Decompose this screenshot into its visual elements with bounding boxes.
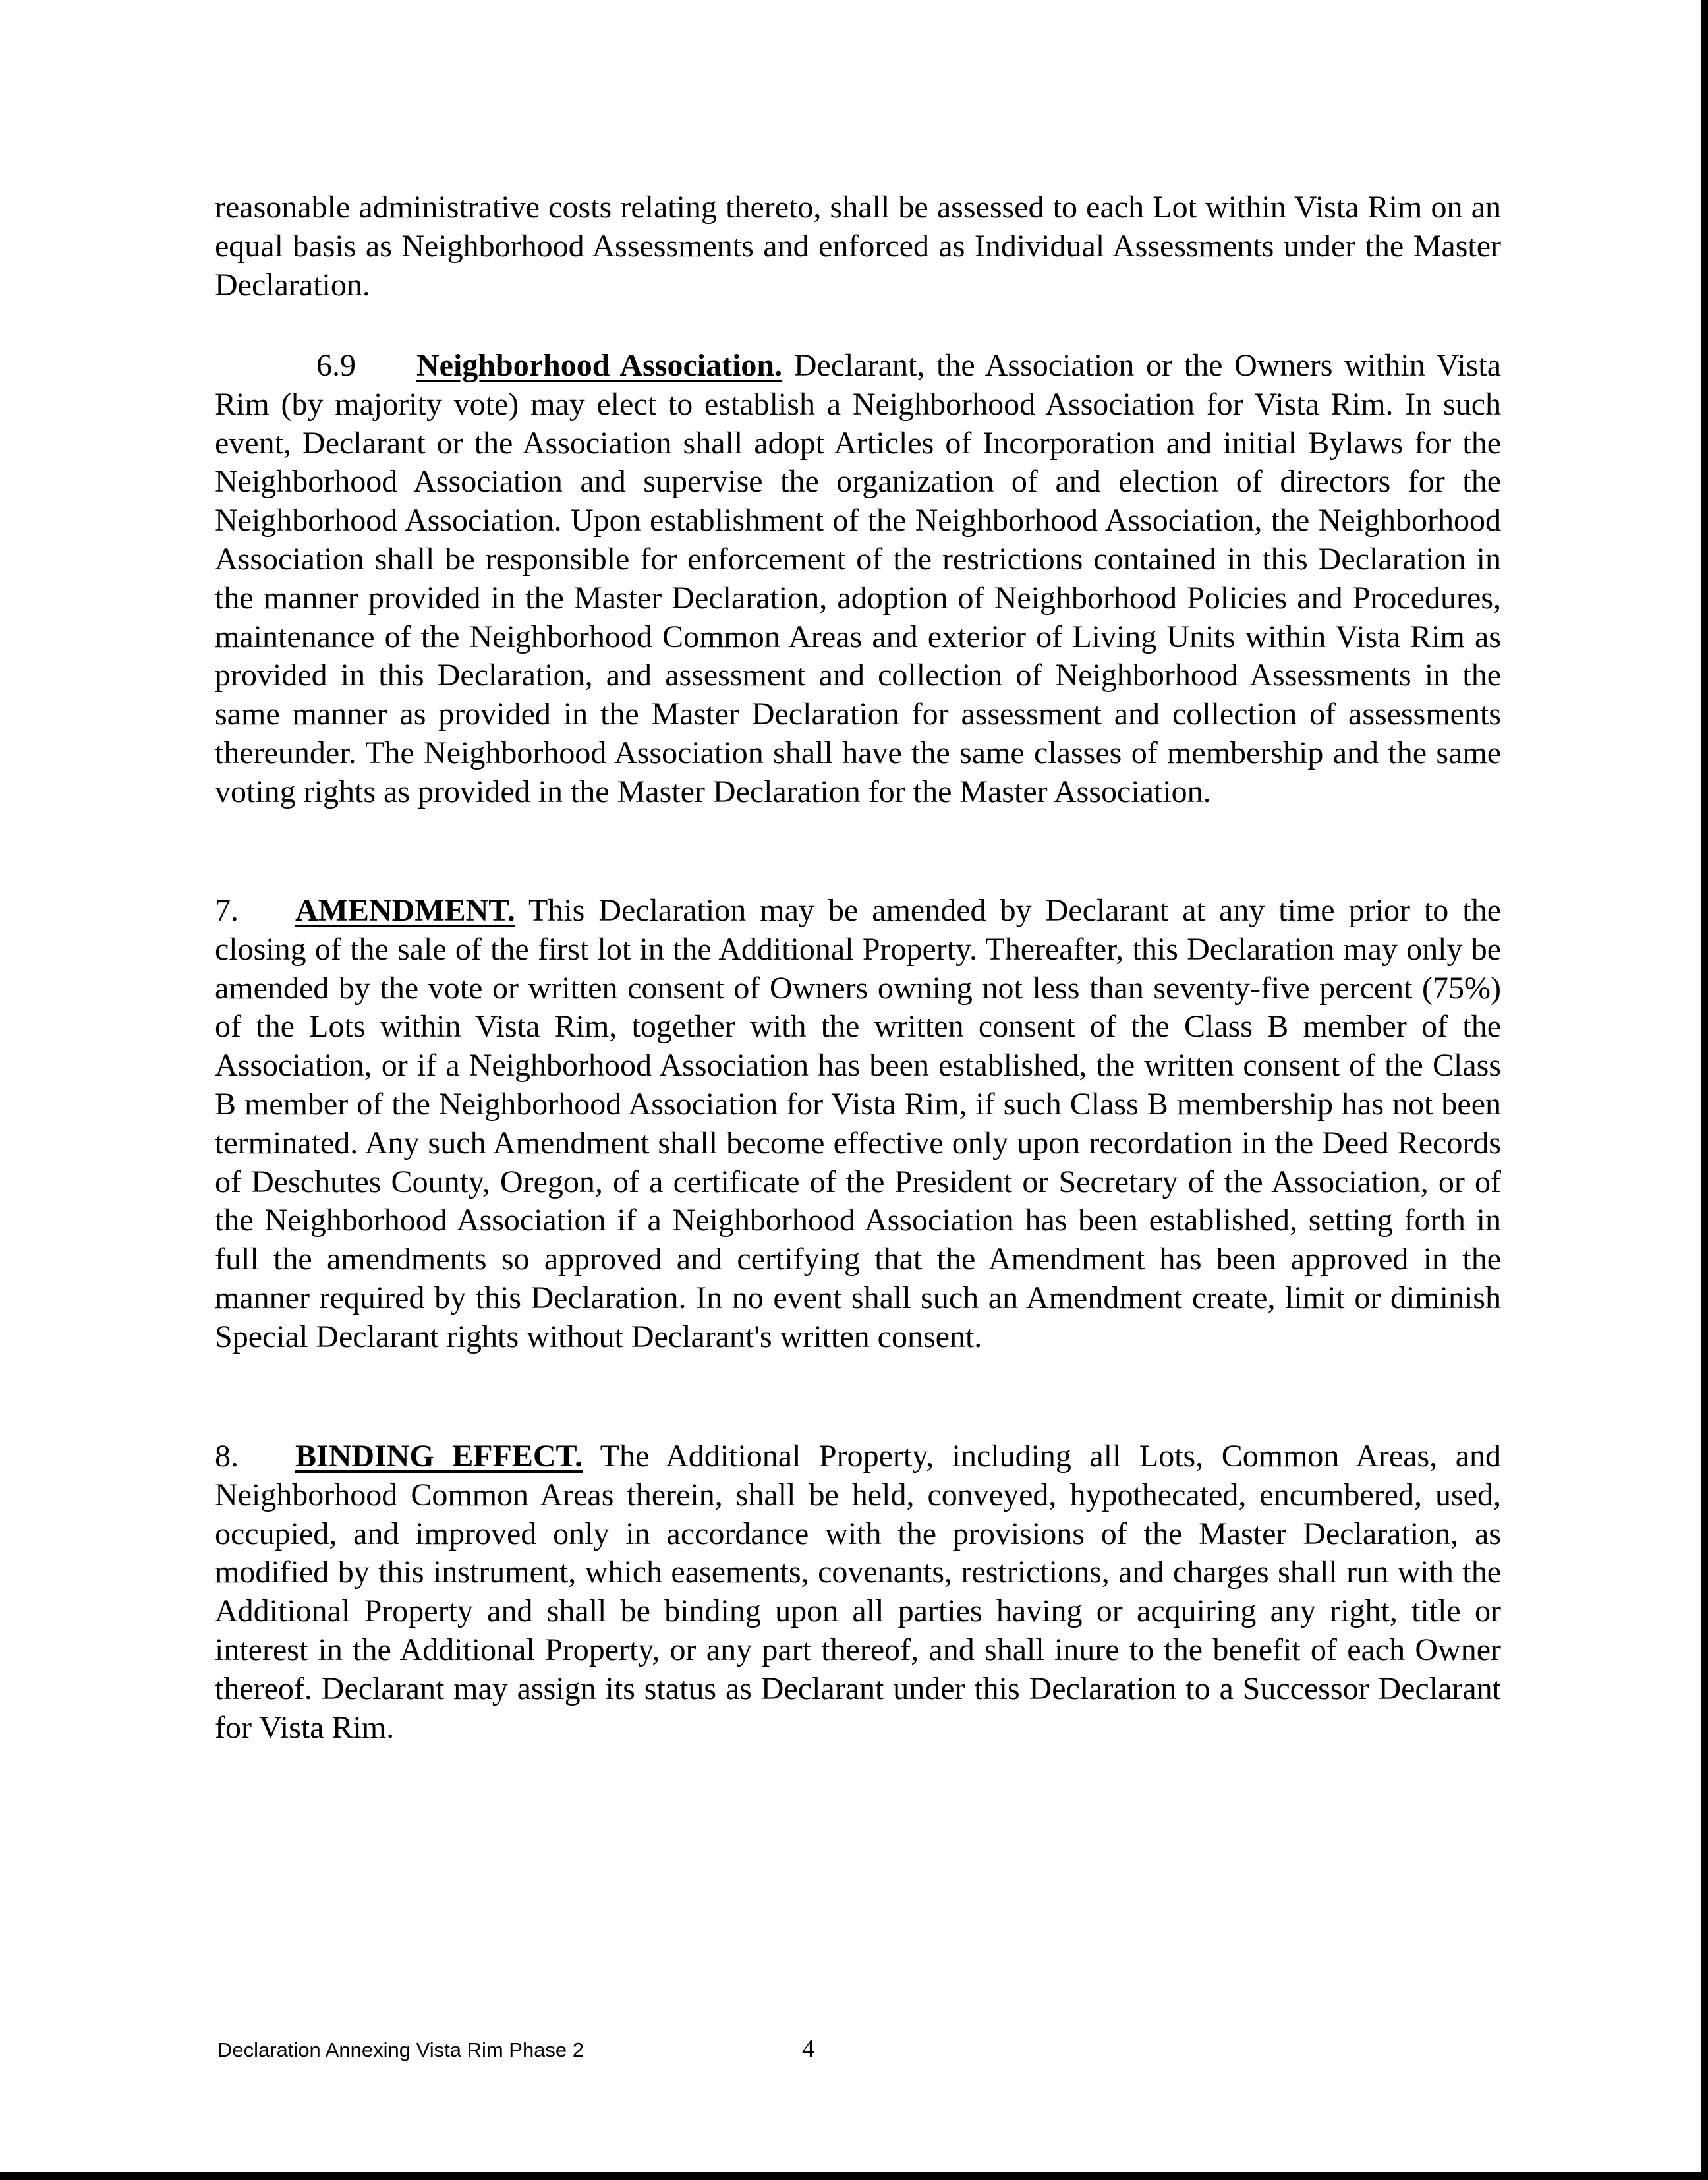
- section-heading: BINDING EFFECT.: [295, 1439, 583, 1474]
- paragraph-continuation: [215, 188, 1501, 304]
- section-heading: AMENDMENT.: [295, 893, 515, 928]
- section-heading: Neighborhood Association.: [416, 348, 783, 383]
- section-text: The Additional Property, including all Lots, Common Areas, and Neighborhood Common Areas therein, shall be held, conveyed, hypothecated, encumbered, used, occupied, and improved only in accordance with the provisions of the Master Declaration, as modified by this instrument, which easements, covenants, restrictions, and charges shall run with the Additional Property and shall be binding upon all parties having or acquiring any right, title or interest in the Additional Property, or any part thereof, and shall inure to the benefit of each Owner thereof. Declarant may assign its status as Declarant under this Declaration to a Successor Declarant for Vista Rim.: [215, 1439, 1501, 1745]
- section-8-paragraph: [215, 1437, 1501, 1747]
- section-text: This Declaration may be amended by Declarant at any time prior to the closing of the sale of the first lot in the Additional Property. Thereafter, this Declaration may only be amended by the vote or written consent of Owners owning not less than seventy-five percent (75%) of the Lots within Vista Rim, together with the written consent of the Class B member of the Association, or if a Neighborhood Association has been established, the written consent of the Class B member of the Neighborhood Association for Vista Rim, if such Class B membership has not been terminated. Any such Amendment shall become effective only upon recordation in the Deed Records of Deschutes County, Oregon, of a certificate of the President or Secretary of the Association, or of the Neighborhood Association if a Neighborhood Association has been established, setting forth in full the amendments so approved and certifying that the Amendment has been approved in the manner required by this Declaration. In no event shall such an Amendment create, limit or diminish Special Declarant rights without Declarant's written consent.: [215, 893, 1501, 1354]
- section-number: 6.9: [316, 348, 356, 383]
- section-7-paragraph: [215, 892, 1501, 1357]
- section-text: Declarant, the Association or the Owners within Vista Rim (by majority vote) may elect to establish a Neighborhood Association for Vista Rim. In such event, Declarant or the Association shall adopt Articles of Incorporation and initial Bylaws for the Neighborhood Association and supervise the organization of and election of directors for the Neighborhood Association. Upon establishment of the Neighborhood Association, the Neighborhood Association shall be responsible for enforcement of the restrictions contained in this Declaration in the manner provided in the Master Declaration, adoption of Neighborhood Policies and Procedures, maintenance of the Neighborhood Common Areas and exterior of Living Units within Vista Rim as provided in this Declaration, and assessment and collection of Neighborhood Assessments in the same manner as provided in the Master Declaration for assessment and collection of assessments thereunder. The Neighborhood Association shall have the same classes of membership and the same voting rights as provided in the Master Declaration for the Master Association.: [215, 348, 1502, 809]
- section-6-9-paragraph: [215, 347, 1501, 812]
- paragraph-text: reasonable administrative costs relating thereto, shall be assessed to each Lot within Vista Rim on an equal basis as Neighborhood Assessments and enforced as Individual Assessments under the Master Declaration.: [215, 190, 1501, 302]
- footer-title: Declaration Annexing Vista Rim Phase 2: [217, 2038, 584, 2061]
- section-number: 7.: [215, 893, 239, 928]
- section-number: 8.: [215, 1439, 239, 1474]
- page-number: 4: [802, 2035, 814, 2063]
